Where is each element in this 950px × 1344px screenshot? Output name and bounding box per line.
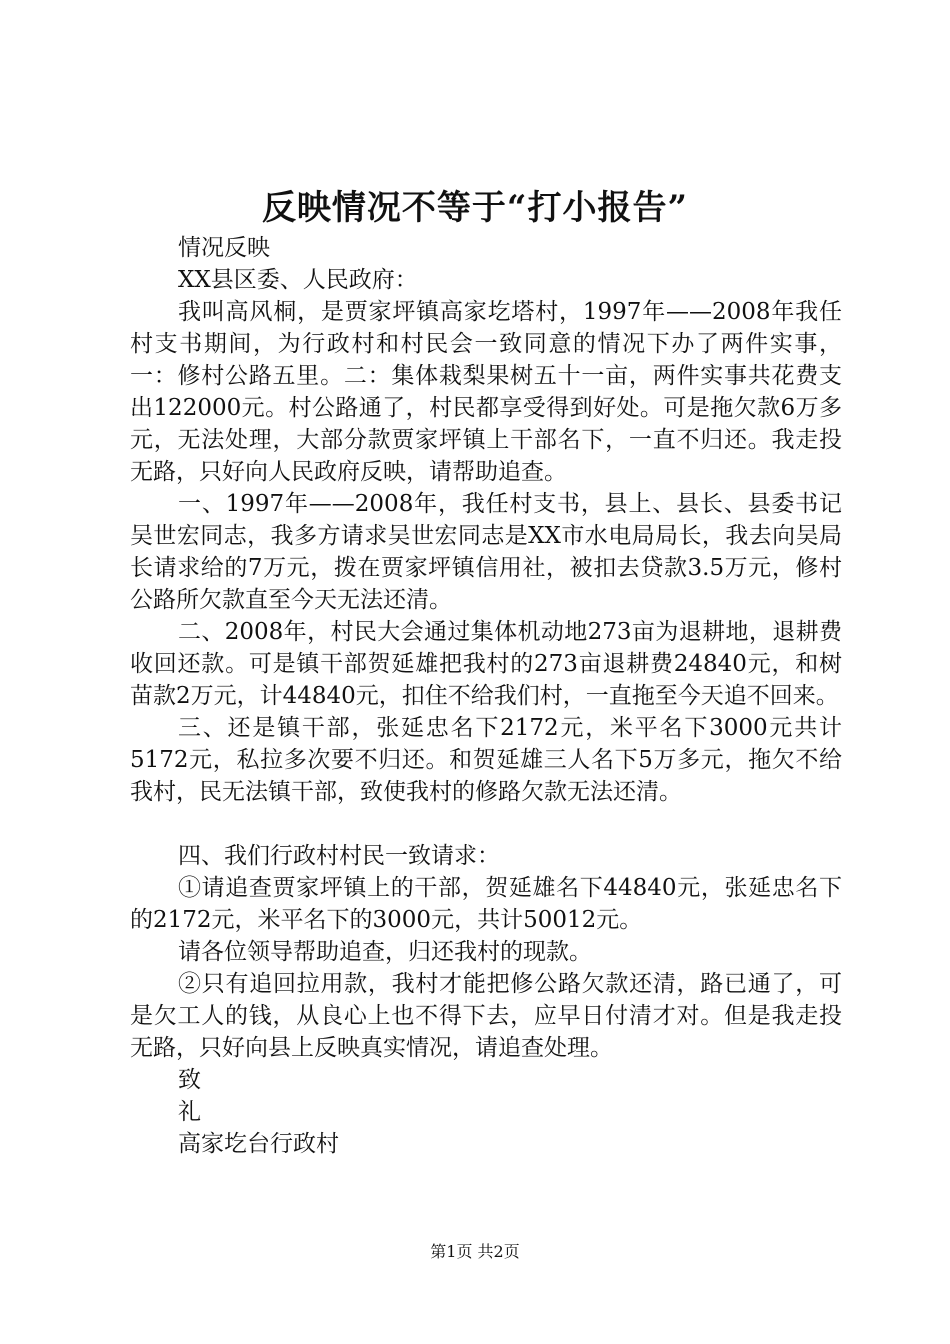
paragraph-heading: 情况反映 xyxy=(178,235,270,261)
blank-line xyxy=(130,808,842,840)
closing-li: 礼 xyxy=(178,1099,201,1125)
signature: 高家圪台行政村 xyxy=(178,1131,339,1157)
page-footer: 第1页 共2页 xyxy=(430,1242,520,1261)
page-title: 反映情况不等于“打小报告” xyxy=(261,188,689,228)
paragraph-request-note: 请各位领导帮助追查，归还我村的现款。 xyxy=(178,939,592,965)
paragraph-item-one: 一、1997年——2008年，我任村支书，县上、县长、县委书记吴世宏同志，我多方请求吴世宏同志是XX市水电局局长，我去向吴局长请求给的7万元，拨在贾家坪镇信用社，被扣去贷款3.5万元，修村公路所欠款直至今天无法还清。 xyxy=(130,491,842,613)
closing-zhi: 致 xyxy=(178,1067,201,1093)
paragraph-request-two: ②只有追回拉用款，我村才能把修公路欠款还清，路已通了，可是欠工人的钱，从良心上也不得下去，应早日付清才对。但是我走投无路，只好向县上反映真实情况，请追查处理。 xyxy=(130,971,842,1061)
paragraph-item-two: 二、2008年，村民大会通过集体机动地273亩为退耕地，退耕费收回还款。可是镇干部贺延雄把我村的273亩退耕费24840元，和树苗款2万元，计44840元，扣住不给我们村，一直拖至今天追不回来。 xyxy=(130,619,842,709)
paragraph-request-one: ①请追查贾家坪镇上的干部，贺延雄名下44840元，张延忠名下的2172元，米平名下的3000元，共计50012元。 xyxy=(130,875,842,933)
document-body xyxy=(130,232,842,1160)
paragraph-intro: 我叫高风桐，是贾家坪镇高家圪塔村，1997年——2008年我任村支书期间，为行政村和村民会一致同意的情况下办了两件实事，一：修村公路五里。二：集体栽梨果树五十一亩，两件实事共花费支出122000元。村公路通了，村民都享受得到好处。可是拖欠款6万多元，无法处理，大部分款贾家坪镇上干部名下，一直不归还。我走投无路，只好向人民政府反映，请帮助追查。 xyxy=(130,299,842,485)
paragraph-item-four: 四、我们行政村村民一致请求： xyxy=(178,843,500,869)
paragraph-item-three: 三、还是镇干部，张延忠名下2172元，米平名下3000元共计5172元，私拉多次要不归还。和贺延雄三人名下5万多元，拖欠不给我村，民无法镇干部，致使我村的修路欠款无法还清。 xyxy=(130,715,842,805)
paragraph-addressee: XX县区委、人民政府： xyxy=(178,267,418,293)
